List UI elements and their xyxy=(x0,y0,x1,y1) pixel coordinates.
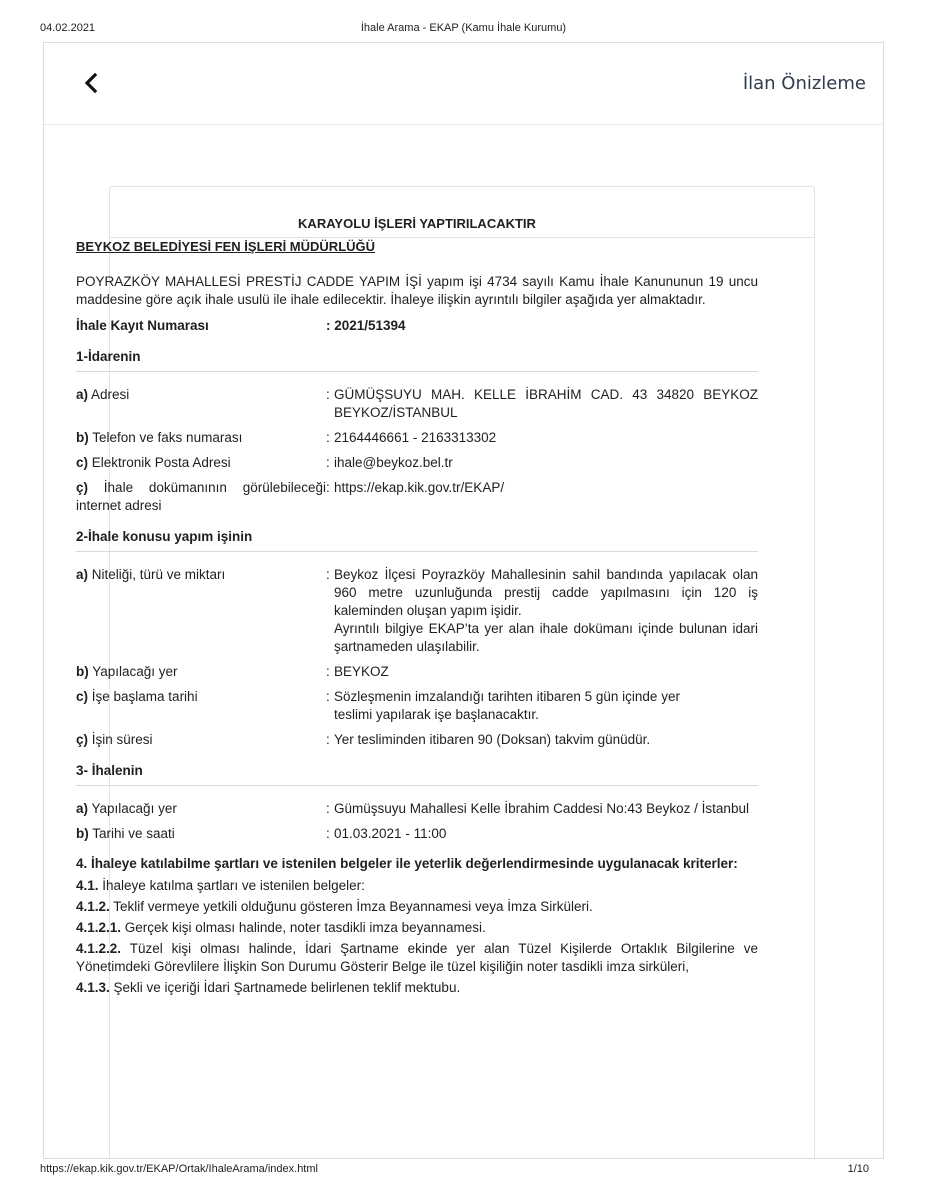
clause-4-1-2-1: 4.1.2.1. Gerçek kişi olması halinde, noter tasdikli imza beyannamesi. xyxy=(76,920,486,935)
email-label: c) Elektronik Posta Adresi xyxy=(76,455,231,470)
print-page-number: 1/10 xyxy=(847,1163,869,1175)
nitelik-label: a) Niteliği, türü ve miktarı xyxy=(76,567,226,582)
kayit-value: : 2021/51394 xyxy=(326,318,406,333)
phone-row: b) Telefon ve faks numarası : 2164446661 - 2163313302 xyxy=(76,429,758,447)
baslama-value: Sözleşmenin imzalandığı tarihten itibaren 5 gün içinde yer teslimi yapılarak işe başlanacaktır. xyxy=(334,689,680,722)
ihale-yer-value: Gümüşsuyu Mahallesi Kelle İbrahim Caddesi No:43 Beykoz / İstanbul xyxy=(334,801,749,816)
clause-4-1-2: 4.1.2. Teklif vermeye yetkili olduğunu gösteren İmza Beyannamesi veya İmza Sirküleri. xyxy=(76,899,593,914)
sure-value: Yer tesliminden itibaren 90 (Doksan) takvim günüdür. xyxy=(334,732,651,747)
baslama-label: c) İşe başlama tarihi xyxy=(76,689,198,704)
print-url: https://ekap.kik.gov.tr/EKAP/Ortak/IhaleArama/index.html xyxy=(40,1163,318,1175)
ihale-yer-row: a) Yapılacağı yer : Gümüşsuyu Mahallesi Kelle İbrahim Caddesi No:43 Beykoz / İstanbul xyxy=(76,800,758,818)
ihale-yer-label: a) Yapılacağı yer xyxy=(76,801,177,816)
print-title: İhale Arama - EKAP (Kamu İhale Kurumu) xyxy=(360,22,567,34)
baslama-row: c) İşe başlama tarihi : Sözleşmenin imzalandığı tarihten itibaren 5 gün içinde yer teslimi yapılarak işe başlanacaktır. xyxy=(76,688,758,724)
kayit-row xyxy=(76,317,758,335)
address-value: GÜMÜŞSUYU MAH. KELLE İBRAHİM CAD. 43 34820 BEYKOZ BEYKOZ/İSTANBUL xyxy=(334,387,758,420)
yer-value: BEYKOZ xyxy=(334,664,389,679)
clause-4-1-2-2: 4.1.2.2. Tüzel kişi olması halinde, İdari Şartname ekinde yer alan Tüzel Kişilerde Ortaklık Bilgilerine ve Yönetimdeki Görevlilere İlişkin Son Durumu Gösterir Belge ile tüzel kişiliğin noter tasdikli imza sirküleri, xyxy=(76,941,758,974)
sure-label: ç) İşin süresi xyxy=(76,732,153,747)
notice-content xyxy=(76,215,758,1000)
sure-row: ç) İşin süresi : Yer tesliminden itibaren 90 (Doksan) takvim günüdür. xyxy=(76,731,758,749)
clause-4-1: 4.1. İhaleye katılma şartları ve istenilen belgeler: xyxy=(76,878,365,893)
notice-title: KARAYOLU İŞLERİ YAPTIRILACAKTIR xyxy=(298,216,536,231)
yer-row: b) Yapılacağı yer : BEYKOZ xyxy=(76,663,758,681)
phone-value: 2164446661 - 2163313302 xyxy=(334,430,497,445)
nitelik-row: a) Niteliği, türü ve miktarı : Beykoz İlçesi Poyrazköy Mahallesinin sahil bandında yapılacak olan 960 metre uzunluğunda prestij cadde yapılmasını için 120 iş kaleminden oluşan yapım işidir. Ayrıntılı bilgiye EKAP’ta yer alan ihale dokümanı içinde bulunan idari şartnameden ulaşılabilir. xyxy=(76,567,758,654)
page-title: İlan Önizleme xyxy=(742,73,866,94)
phone-label: b) Telefon ve faks numarası xyxy=(76,430,243,445)
section-ihale: 3- İhalenin xyxy=(76,762,758,786)
email-value[interactable]: ihale@beykoz.bel.tr xyxy=(334,455,453,470)
tarih-row: b) Tarihi ve saati : 01.03.2021 - 11:00 xyxy=(76,825,758,843)
print-date: 04.02.2021 xyxy=(40,22,96,34)
address-label: a) Adresi xyxy=(76,387,130,402)
email-row: c) Elektronik Posta Adresi : ihale@beykoz.bel.tr xyxy=(76,454,758,472)
chevron-left-icon[interactable] xyxy=(82,71,102,95)
section-katilim: 4. İhaleye katılabilme şartları ve istenilen belgeler ile yeterlik değerlendirmesinde uygulanacak kriterler: xyxy=(76,856,738,871)
tarih-label: b) Tarihi ve saati xyxy=(76,826,175,841)
section-idare: 1-İdarenin xyxy=(76,348,758,372)
top-bar xyxy=(44,43,883,125)
section-is: 2-İhale konusu yapım işinin xyxy=(76,528,758,552)
tarih-value: 01.03.2021 - 11:00 xyxy=(334,826,447,841)
website-row: ç) İhale dokümanının görülebileceği internet adresi : https://ekap.kik.gov.tr/EKAP/ xyxy=(76,479,758,515)
website-label: ç) İhale dokümanının görülebileceği internet adresi xyxy=(76,480,326,513)
address-row: a) Adresi : GÜMÜŞSUYU MAH. KELLE İBRAHİM CAD. 43 34820 BEYKOZ BEYKOZ/İSTANBUL xyxy=(76,387,758,420)
authority-name: BEYKOZ BELEDİYESİ FEN İŞLERİ MÜDÜRLÜĞÜ xyxy=(76,239,376,254)
nitelik-value: Beykoz İlçesi Poyrazköy Mahallesinin sahil bandında yapılacak olan 960 metre uzunluğunda prestij cadde yapılmasını için 120 iş kaleminden oluşan yapım işidir. Ayrıntılı bilgiye EKAP’ta yer alan ihale dokümanı içinde bulunan idari şartnameden ulaşılabilir. xyxy=(334,567,758,654)
intro-text: POYRAZKÖY MAHALLESİ PRESTİJ CADDE YAPIM İŞİ yapım işi 4734 sayılı Kamu İhale Kanununun 19 uncu maddesine göre açık ihale usulü ile ihale edilecektir. İhaleye ilişkin ayrıntılı bilgiler aşağıda yer almaktadır. xyxy=(76,274,758,307)
kayit-label: İhale Kayıt Numarası xyxy=(76,318,209,333)
yer-label: b) Yapılacağı yer xyxy=(76,664,178,679)
clause-4-1-3: 4.1.3. Şekli ve içeriği İdari Şartnamede belirlenen teklif mektubu. xyxy=(76,980,461,995)
website-link[interactable]: https://ekap.kik.gov.tr/EKAP/ xyxy=(334,480,505,495)
